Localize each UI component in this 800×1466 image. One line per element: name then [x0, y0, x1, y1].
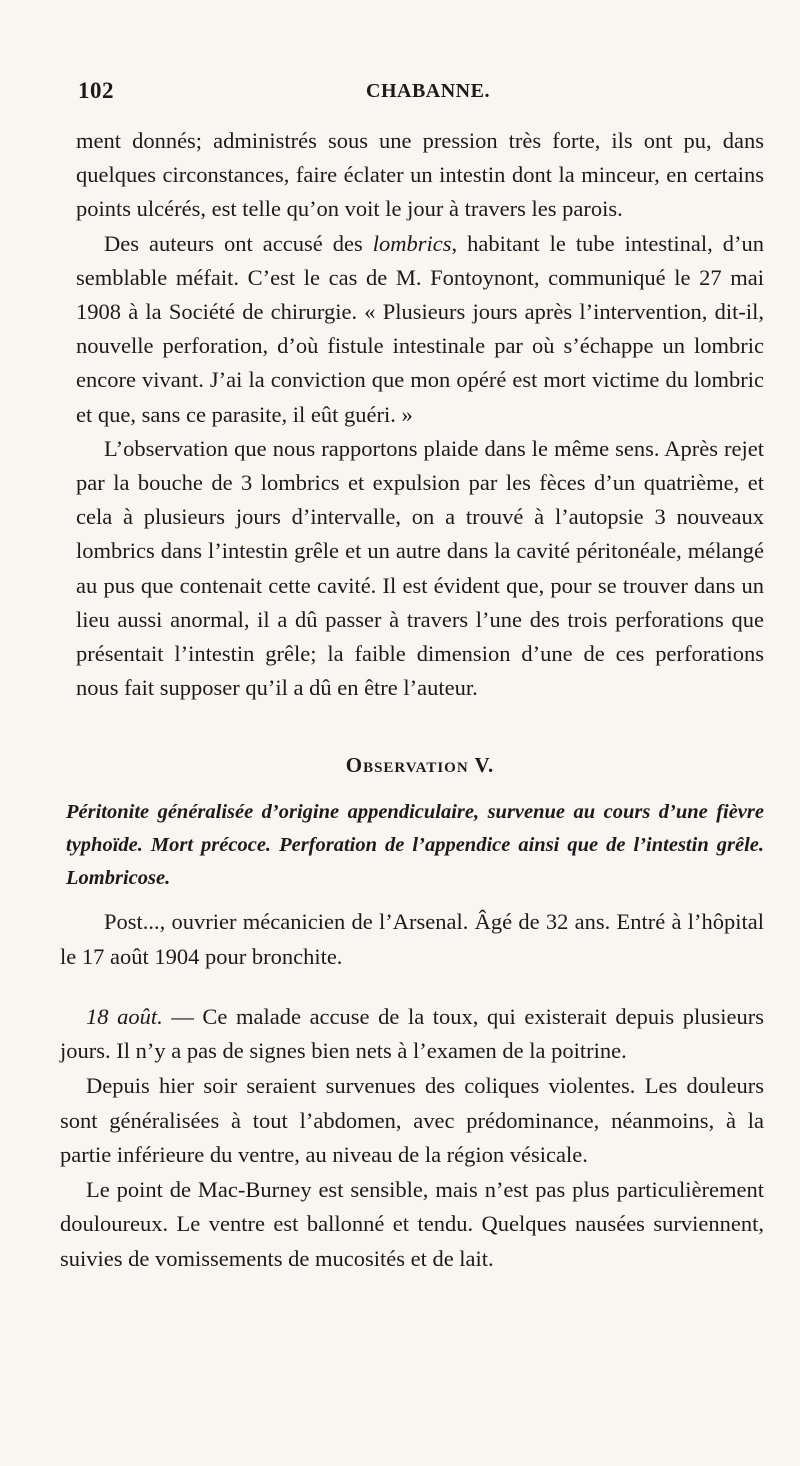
diary-entry-text: — Ce malade accuse de la toux, qui existerait depuis plusieurs jours. Il n’y a pas de signes bien nets à l’examen de la poitrine.: [60, 1003, 764, 1064]
paragraph-lombrics: [76, 227, 764, 432]
page-body: [60, 124, 764, 1277]
page-number: 102: [78, 78, 114, 103]
page-header: [66, 78, 770, 108]
lombrics-italic-term: lombrics: [372, 230, 452, 256]
diary-date: 18 août.: [86, 1003, 163, 1029]
paragraph-lombrics-rest: , habitant le tube intestinal, d’un semblable méfait. C’est le cas de M. Fontoynont, communiqué le 27 mai 1908 à la Société de chirurgie. « Plusieurs jours après l’intervention, dit-il, nouvelle perforation, d’où fistule intestinale par où s’échappe un lombric encore vivant. J’ai la conviction que mon opéré est mort victime du lombric et que, sans ce parasite, il eût guéri. »: [76, 230, 764, 427]
patient-entry: [60, 905, 764, 973]
observation-heading: Observation V.: [345, 753, 495, 778]
clinical-diary: [60, 1000, 764, 1277]
observation-subtitle: Péritonite généralisée d’origine appendiculaire, survenue au cours d’une fièvre typhoïde. Mort précoce. Perforation de l’appendice ainsi que de l’intestin grêle. Lombricose.: [66, 801, 764, 890]
diary-paragraph: Le point de Mac-Burney est sensible, mais n’est pas plus particulièrement douloureux. Le ventre est ballonné et tendu. Quelques nausées surviennent, suivies de vomissements de mucosités et de lait.: [60, 1176, 764, 1272]
patient-entry-text: Post..., ouvrier mécanicien de l’Arsenal. Âgé de 32 ans. Entré à l’hôpital le 17 août 1904 pour bronchite.: [60, 909, 764, 969]
diary-entry: [60, 1000, 764, 1069]
paragraph-observation-summary: L’observation que nous rapportons plaide dans le même sens. Après rejet par la bouche de 3 lombrics et expulsion par les fèces d’un quatrième, et cela à plusieurs jours d’intervalle, on a trouvé à l’autopsie 3 nouveaux lombrics dans l’intestin grêle et un autre dans la cavité péritonéale, mélangé au pus que contenait cette cavité. Il est évident que, pour se trouver dans un lieu aussi anormal, il a dû passer à travers l’une des trois perforations que présentait l’intestin grêle; la faible dimension d’une de ces perforations nous fait supposer qu’il a dû en être l’auteur.: [76, 435, 764, 701]
diary-paragraph: Depuis hier soir seraient survenues des coliques violentes. Les douleurs sont généralisées à tout l’abdomen, avec prédominance, néanmoins, à la partie inférieure du ventre, au niveau de la région vésicale.: [60, 1073, 764, 1168]
paragraph-lombrics-start: Des auteurs ont accusé des: [104, 230, 373, 256]
paragraph-continuation: ment donnés; administrés sous une pression très forte, ils ont pu, dans quelques circonstances, faire éclater un intestin dont la minceur, en certains points ulcérés, est telle qu’on voit le jour à travers les parois.: [76, 128, 764, 222]
running-head: CHABANNE.: [366, 80, 490, 102]
